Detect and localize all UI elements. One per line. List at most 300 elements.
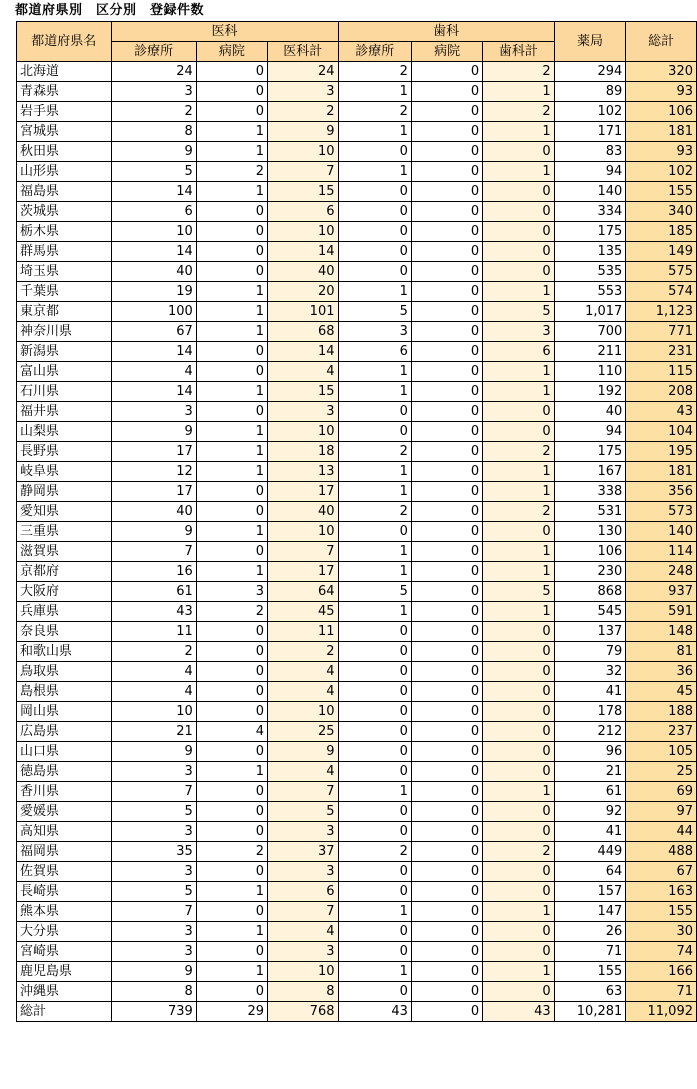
registration-table: [16, 21, 697, 1022]
cell-shika-subtotal: 2: [483, 442, 554, 462]
cell-yakkyoku: 868: [554, 582, 626, 602]
cell-ika-subtotal: 10: [268, 962, 339, 982]
cell-shika-hospital: 0: [411, 62, 482, 82]
cell-ika-subtotal: 10: [268, 702, 339, 722]
cell-shika-subtotal: 0: [483, 922, 554, 942]
cell-shika-hospital: 0: [411, 502, 482, 522]
cell-soukei: 1,123: [626, 302, 697, 322]
cell-ika-clinic: 19: [111, 282, 196, 302]
cell-ika-hospital: 0: [196, 542, 267, 562]
cell-yakkyoku: 106: [554, 542, 626, 562]
table-row: [17, 622, 697, 642]
cell-prefecture: 熊本県: [17, 902, 112, 922]
cell-soukei: 45: [626, 682, 697, 702]
cell-ika-clinic: 6: [111, 202, 196, 222]
cell-shika-subtotal: 0: [483, 522, 554, 542]
cell-ika-subtotal: 25: [268, 722, 339, 742]
cell-ika-subtotal: 10: [268, 522, 339, 542]
table-row: [17, 82, 697, 102]
cell-shika-subtotal: 0: [483, 762, 554, 782]
cell-ika-clinic: 9: [111, 422, 196, 442]
cell-shika-subtotal: 0: [483, 262, 554, 282]
cell-ika-clinic: 9: [111, 142, 196, 162]
cell-soukei: 237: [626, 722, 697, 742]
cell-shika-clinic: 0: [338, 262, 411, 282]
cell-yakkyoku: 211: [554, 342, 626, 362]
cell-ika-hospital: 0: [196, 102, 267, 122]
cell-ika-subtotal: 17: [268, 482, 339, 502]
cell-ika-subtotal: 15: [268, 382, 339, 402]
header-ika-hospital: 病院: [196, 42, 267, 62]
cell-shika-subtotal: 0: [483, 222, 554, 242]
cell-ika-subtotal: 13: [268, 462, 339, 482]
cell-prefecture: 岐阜県: [17, 462, 112, 482]
cell-soukei: 181: [626, 462, 697, 482]
cell-shika-hospital: 0: [411, 902, 482, 922]
cell-soukei: 181: [626, 122, 697, 142]
cell-soukei: 93: [626, 142, 697, 162]
cell-shika-subtotal: 0: [483, 622, 554, 642]
cell-ika-subtotal: 6: [268, 882, 339, 902]
cell-ika-hospital: 0: [196, 242, 267, 262]
cell-ika-subtotal: 10: [268, 422, 339, 442]
cell-soukei: 340: [626, 202, 697, 222]
cell-yakkyoku: 140: [554, 182, 626, 202]
table-row: [17, 802, 697, 822]
cell-yakkyoku: 89: [554, 82, 626, 102]
cell-prefecture: 福島県: [17, 182, 112, 202]
cell-shika-clinic: 5: [338, 582, 411, 602]
cell-ika-hospital: 0: [196, 982, 267, 1002]
table-row: [17, 982, 697, 1002]
cell-ika-hospital: 0: [196, 662, 267, 682]
cell-shika-subtotal: 2: [483, 502, 554, 522]
cell-ika-subtotal: 768: [268, 1002, 339, 1022]
cell-yakkyoku: 147: [554, 902, 626, 922]
table-row: [17, 682, 697, 702]
table-row: [17, 382, 697, 402]
cell-prefecture: 大分県: [17, 922, 112, 942]
cell-shika-clinic: 1: [338, 382, 411, 402]
cell-soukei: 488: [626, 842, 697, 862]
cell-ika-hospital: 1: [196, 422, 267, 442]
cell-prefecture: 沖縄県: [17, 982, 112, 1002]
table-row: [17, 502, 697, 522]
cell-shika-subtotal: 0: [483, 182, 554, 202]
cell-ika-subtotal: 10: [268, 222, 339, 242]
cell-soukei: 25: [626, 762, 697, 782]
cell-ika-hospital: 1: [196, 462, 267, 482]
cell-soukei: 573: [626, 502, 697, 522]
table-row: [17, 262, 697, 282]
cell-ika-subtotal: 37: [268, 842, 339, 862]
cell-ika-hospital: 0: [196, 502, 267, 522]
cell-yakkyoku: 700: [554, 322, 626, 342]
cell-yakkyoku: 230: [554, 562, 626, 582]
cell-soukei: 155: [626, 182, 697, 202]
cell-prefecture: 茨城県: [17, 202, 112, 222]
cell-shika-hospital: 0: [411, 402, 482, 422]
cell-prefecture: 兵庫県: [17, 602, 112, 622]
cell-yakkyoku: 63: [554, 982, 626, 1002]
cell-prefecture: 福岡県: [17, 842, 112, 862]
cell-ika-hospital: 0: [196, 682, 267, 702]
cell-prefecture: 神奈川県: [17, 322, 112, 342]
cell-ika-hospital: 0: [196, 342, 267, 362]
cell-prefecture: 高知県: [17, 822, 112, 842]
cell-yakkyoku: 137: [554, 622, 626, 642]
cell-prefecture: 岩手県: [17, 102, 112, 122]
table-row: [17, 642, 697, 662]
cell-shika-subtotal: 0: [483, 642, 554, 662]
cell-shika-hospital: 0: [411, 822, 482, 842]
cell-ika-hospital: 1: [196, 882, 267, 902]
table-row: [17, 582, 697, 602]
cell-shika-clinic: 0: [338, 662, 411, 682]
cell-shika-clinic: 0: [338, 222, 411, 242]
cell-ika-clinic: 16: [111, 562, 196, 582]
cell-ika-subtotal: 9: [268, 742, 339, 762]
cell-shika-subtotal: 1: [483, 122, 554, 142]
cell-soukei: 575: [626, 262, 697, 282]
cell-ika-clinic: 2: [111, 102, 196, 122]
cell-shika-hospital: 0: [411, 202, 482, 222]
cell-soukei: 140: [626, 522, 697, 542]
cell-ika-subtotal: 11: [268, 622, 339, 642]
cell-prefecture: 千葉県: [17, 282, 112, 302]
cell-prefecture: 京都府: [17, 562, 112, 582]
cell-ika-hospital: 2: [196, 602, 267, 622]
table-row: [17, 102, 697, 122]
cell-ika-subtotal: 4: [268, 362, 339, 382]
table-row: [17, 782, 697, 802]
cell-prefecture: 栃木県: [17, 222, 112, 242]
cell-ika-subtotal: 40: [268, 502, 339, 522]
cell-prefecture: 三重県: [17, 522, 112, 542]
header-prefecture: 都道府県名: [17, 22, 112, 62]
cell-shika-hospital: 0: [411, 982, 482, 1002]
table-row: [17, 442, 697, 462]
cell-shika-subtotal: 2: [483, 102, 554, 122]
cell-shika-subtotal: 0: [483, 982, 554, 1002]
table-row: [17, 762, 697, 782]
cell-yakkyoku: 10,281: [554, 1002, 626, 1022]
cell-ika-clinic: 3: [111, 402, 196, 422]
cell-ika-clinic: 35: [111, 842, 196, 862]
cell-shika-clinic: 2: [338, 442, 411, 462]
cell-ika-hospital: 0: [196, 362, 267, 382]
cell-soukei: 81: [626, 642, 697, 662]
cell-ika-clinic: 3: [111, 862, 196, 882]
cell-soukei: 105: [626, 742, 697, 762]
cell-ika-subtotal: 7: [268, 782, 339, 802]
cell-shika-hospital: 0: [411, 382, 482, 402]
cell-shika-clinic: 2: [338, 842, 411, 862]
cell-ika-hospital: 1: [196, 122, 267, 142]
cell-prefecture: 総計: [17, 1002, 112, 1022]
cell-soukei: 149: [626, 242, 697, 262]
cell-ika-hospital: 1: [196, 322, 267, 342]
table-row: [17, 542, 697, 562]
cell-yakkyoku: 41: [554, 822, 626, 842]
cell-shika-subtotal: 2: [483, 62, 554, 82]
cell-shika-subtotal: 0: [483, 142, 554, 162]
cell-yakkyoku: 130: [554, 522, 626, 542]
cell-shika-clinic: 0: [338, 182, 411, 202]
cell-ika-subtotal: 14: [268, 342, 339, 362]
cell-yakkyoku: 41: [554, 682, 626, 702]
cell-soukei: 104: [626, 422, 697, 442]
cell-shika-hospital: 0: [411, 282, 482, 302]
table-row: [17, 862, 697, 882]
table-row: [17, 142, 697, 162]
header-shika-subtotal: 歯科計: [483, 42, 554, 62]
table-row: [17, 222, 697, 242]
cell-shika-hospital: 0: [411, 542, 482, 562]
cell-yakkyoku: 135: [554, 242, 626, 262]
cell-shika-hospital: 0: [411, 702, 482, 722]
cell-ika-clinic: 21: [111, 722, 196, 742]
cell-ika-hospital: 2: [196, 162, 267, 182]
cell-shika-subtotal: 1: [483, 462, 554, 482]
cell-yakkyoku: 71: [554, 942, 626, 962]
cell-ika-subtotal: 17: [268, 562, 339, 582]
cell-ika-subtotal: 4: [268, 682, 339, 702]
cell-ika-clinic: 4: [111, 682, 196, 702]
cell-shika-hospital: 0: [411, 142, 482, 162]
cell-prefecture: 長崎県: [17, 882, 112, 902]
page-title: 都道府県別 区分別 登録件数: [15, 3, 205, 18]
cell-soukei: 97: [626, 802, 697, 822]
cell-ika-subtotal: 3: [268, 822, 339, 842]
cell-ika-hospital: 0: [196, 402, 267, 422]
cell-ika-hospital: 0: [196, 742, 267, 762]
cell-ika-clinic: 14: [111, 382, 196, 402]
cell-shika-hospital: 0: [411, 242, 482, 262]
cell-soukei: 356: [626, 482, 697, 502]
table-row: [17, 322, 697, 342]
cell-yakkyoku: 1,017: [554, 302, 626, 322]
cell-yakkyoku: 26: [554, 922, 626, 942]
cell-prefecture: 静岡県: [17, 482, 112, 502]
cell-ika-clinic: 40: [111, 502, 196, 522]
cell-shika-subtotal: 5: [483, 302, 554, 322]
cell-prefecture: 新潟県: [17, 342, 112, 362]
cell-ika-clinic: 2: [111, 642, 196, 662]
cell-yakkyoku: 294: [554, 62, 626, 82]
cell-soukei: 195: [626, 442, 697, 462]
cell-ika-hospital: 0: [196, 642, 267, 662]
cell-prefecture: 山梨県: [17, 422, 112, 442]
table-row: [17, 822, 697, 842]
cell-shika-clinic: 0: [338, 942, 411, 962]
cell-shika-hospital: 0: [411, 582, 482, 602]
cell-ika-clinic: 100: [111, 302, 196, 322]
cell-ika-subtotal: 2: [268, 102, 339, 122]
cell-soukei: 208: [626, 382, 697, 402]
cell-yakkyoku: 192: [554, 382, 626, 402]
cell-yakkyoku: 155: [554, 962, 626, 982]
cell-shika-clinic: 1: [338, 82, 411, 102]
cell-ika-clinic: 11: [111, 622, 196, 642]
cell-shika-clinic: 0: [338, 242, 411, 262]
cell-shika-subtotal: 1: [483, 602, 554, 622]
cell-shika-clinic: 1: [338, 362, 411, 382]
cell-shika-hospital: 0: [411, 1002, 482, 1022]
cell-ika-subtotal: 4: [268, 662, 339, 682]
cell-ika-hospital: 1: [196, 522, 267, 542]
cell-yakkyoku: 83: [554, 142, 626, 162]
cell-shika-clinic: 0: [338, 642, 411, 662]
cell-shika-hospital: 0: [411, 782, 482, 802]
table-row: [17, 902, 697, 922]
cell-ika-hospital: 0: [196, 802, 267, 822]
table-row: [17, 882, 697, 902]
cell-shika-clinic: 0: [338, 862, 411, 882]
cell-shika-subtotal: 1: [483, 362, 554, 382]
cell-ika-clinic: 40: [111, 262, 196, 282]
cell-shika-hospital: 0: [411, 342, 482, 362]
cell-ika-clinic: 3: [111, 942, 196, 962]
cell-ika-hospital: 0: [196, 82, 267, 102]
cell-soukei: 115: [626, 362, 697, 382]
cell-ika-subtotal: 3: [268, 82, 339, 102]
cell-ika-clinic: 4: [111, 662, 196, 682]
cell-soukei: 937: [626, 582, 697, 602]
cell-ika-clinic: 17: [111, 442, 196, 462]
table-row: [17, 462, 697, 482]
cell-ika-hospital: 1: [196, 142, 267, 162]
cell-ika-clinic: 10: [111, 702, 196, 722]
cell-ika-hospital: 0: [196, 942, 267, 962]
cell-yakkyoku: 334: [554, 202, 626, 222]
cell-ika-hospital: 1: [196, 302, 267, 322]
cell-ika-clinic: 8: [111, 982, 196, 1002]
cell-ika-hospital: 0: [196, 702, 267, 722]
cell-shika-hospital: 0: [411, 222, 482, 242]
cell-shika-hospital: 0: [411, 942, 482, 962]
cell-yakkyoku: 61: [554, 782, 626, 802]
cell-ika-clinic: 7: [111, 902, 196, 922]
cell-shika-subtotal: 0: [483, 402, 554, 422]
cell-shika-subtotal: 1: [483, 542, 554, 562]
cell-shika-clinic: 3: [338, 322, 411, 342]
cell-shika-subtotal: 1: [483, 562, 554, 582]
cell-shika-subtotal: 0: [483, 942, 554, 962]
cell-soukei: 36: [626, 662, 697, 682]
cell-ika-subtotal: 7: [268, 902, 339, 922]
cell-soukei: 320: [626, 62, 697, 82]
cell-shika-hospital: 0: [411, 482, 482, 502]
cell-shika-clinic: 1: [338, 162, 411, 182]
table-row: [17, 562, 697, 582]
cell-prefecture: 埼玉県: [17, 262, 112, 282]
cell-shika-clinic: 2: [338, 62, 411, 82]
cell-shika-subtotal: 0: [483, 662, 554, 682]
cell-shika-subtotal: 1: [483, 282, 554, 302]
cell-ika-subtotal: 68: [268, 322, 339, 342]
cell-shika-clinic: 0: [338, 422, 411, 442]
cell-ika-clinic: 10: [111, 222, 196, 242]
cell-prefecture: 石川県: [17, 382, 112, 402]
cell-yakkyoku: 79: [554, 642, 626, 662]
cell-ika-hospital: 3: [196, 582, 267, 602]
cell-shika-clinic: 0: [338, 722, 411, 742]
cell-shika-clinic: 0: [338, 762, 411, 782]
cell-shika-subtotal: 0: [483, 722, 554, 742]
cell-soukei: 71: [626, 982, 697, 1002]
cell-ika-subtotal: 101: [268, 302, 339, 322]
cell-soukei: 166: [626, 962, 697, 982]
cell-shika-clinic: 0: [338, 922, 411, 942]
cell-soukei: 69: [626, 782, 697, 802]
cell-shika-subtotal: 0: [483, 802, 554, 822]
cell-soukei: 67: [626, 862, 697, 882]
cell-shika-subtotal: 1: [483, 482, 554, 502]
cell-ika-hospital: 2: [196, 842, 267, 862]
cell-soukei: 74: [626, 942, 697, 962]
cell-ika-subtotal: 10: [268, 142, 339, 162]
cell-shika-subtotal: 1: [483, 902, 554, 922]
cell-yakkyoku: 32: [554, 662, 626, 682]
cell-ika-clinic: 61: [111, 582, 196, 602]
cell-ika-clinic: 9: [111, 522, 196, 542]
cell-prefecture: 滋賀県: [17, 542, 112, 562]
cell-ika-subtotal: 2: [268, 642, 339, 662]
cell-shika-subtotal: 2: [483, 842, 554, 862]
cell-shika-clinic: 0: [338, 202, 411, 222]
cell-shika-clinic: 1: [338, 542, 411, 562]
header-shika-hospital: 病院: [411, 42, 482, 62]
cell-ika-subtotal: 4: [268, 762, 339, 782]
cell-ika-subtotal: 7: [268, 162, 339, 182]
cell-shika-subtotal: 0: [483, 862, 554, 882]
cell-soukei: 591: [626, 602, 697, 622]
cell-ika-subtotal: 9: [268, 122, 339, 142]
cell-shika-hospital: 0: [411, 602, 482, 622]
cell-prefecture: 福井県: [17, 402, 112, 422]
cell-prefecture: 香川県: [17, 782, 112, 802]
cell-ika-subtotal: 5: [268, 802, 339, 822]
cell-yakkyoku: 94: [554, 162, 626, 182]
cell-ika-clinic: 3: [111, 762, 196, 782]
cell-shika-hospital: 0: [411, 962, 482, 982]
cell-ika-subtotal: 3: [268, 942, 339, 962]
cell-shika-hospital: 0: [411, 662, 482, 682]
cell-prefecture: 島根県: [17, 682, 112, 702]
table-row: [17, 242, 697, 262]
cell-prefecture: 北海道: [17, 62, 112, 82]
cell-yakkyoku: 64: [554, 862, 626, 882]
cell-ika-subtotal: 7: [268, 542, 339, 562]
cell-prefecture: 広島県: [17, 722, 112, 742]
cell-shika-subtotal: 1: [483, 82, 554, 102]
cell-shika-hospital: 0: [411, 302, 482, 322]
cell-shika-clinic: 0: [338, 622, 411, 642]
cell-yakkyoku: 94: [554, 422, 626, 442]
cell-ika-clinic: 14: [111, 342, 196, 362]
cell-ika-hospital: 0: [196, 222, 267, 242]
cell-soukei: 771: [626, 322, 697, 342]
cell-ika-clinic: 9: [111, 962, 196, 982]
cell-yakkyoku: 96: [554, 742, 626, 762]
cell-ika-subtotal: 8: [268, 982, 339, 1002]
table-row: [17, 922, 697, 942]
cell-yakkyoku: 531: [554, 502, 626, 522]
cell-shika-hospital: 0: [411, 362, 482, 382]
cell-prefecture: 青森県: [17, 82, 112, 102]
cell-ika-hospital: 0: [196, 262, 267, 282]
